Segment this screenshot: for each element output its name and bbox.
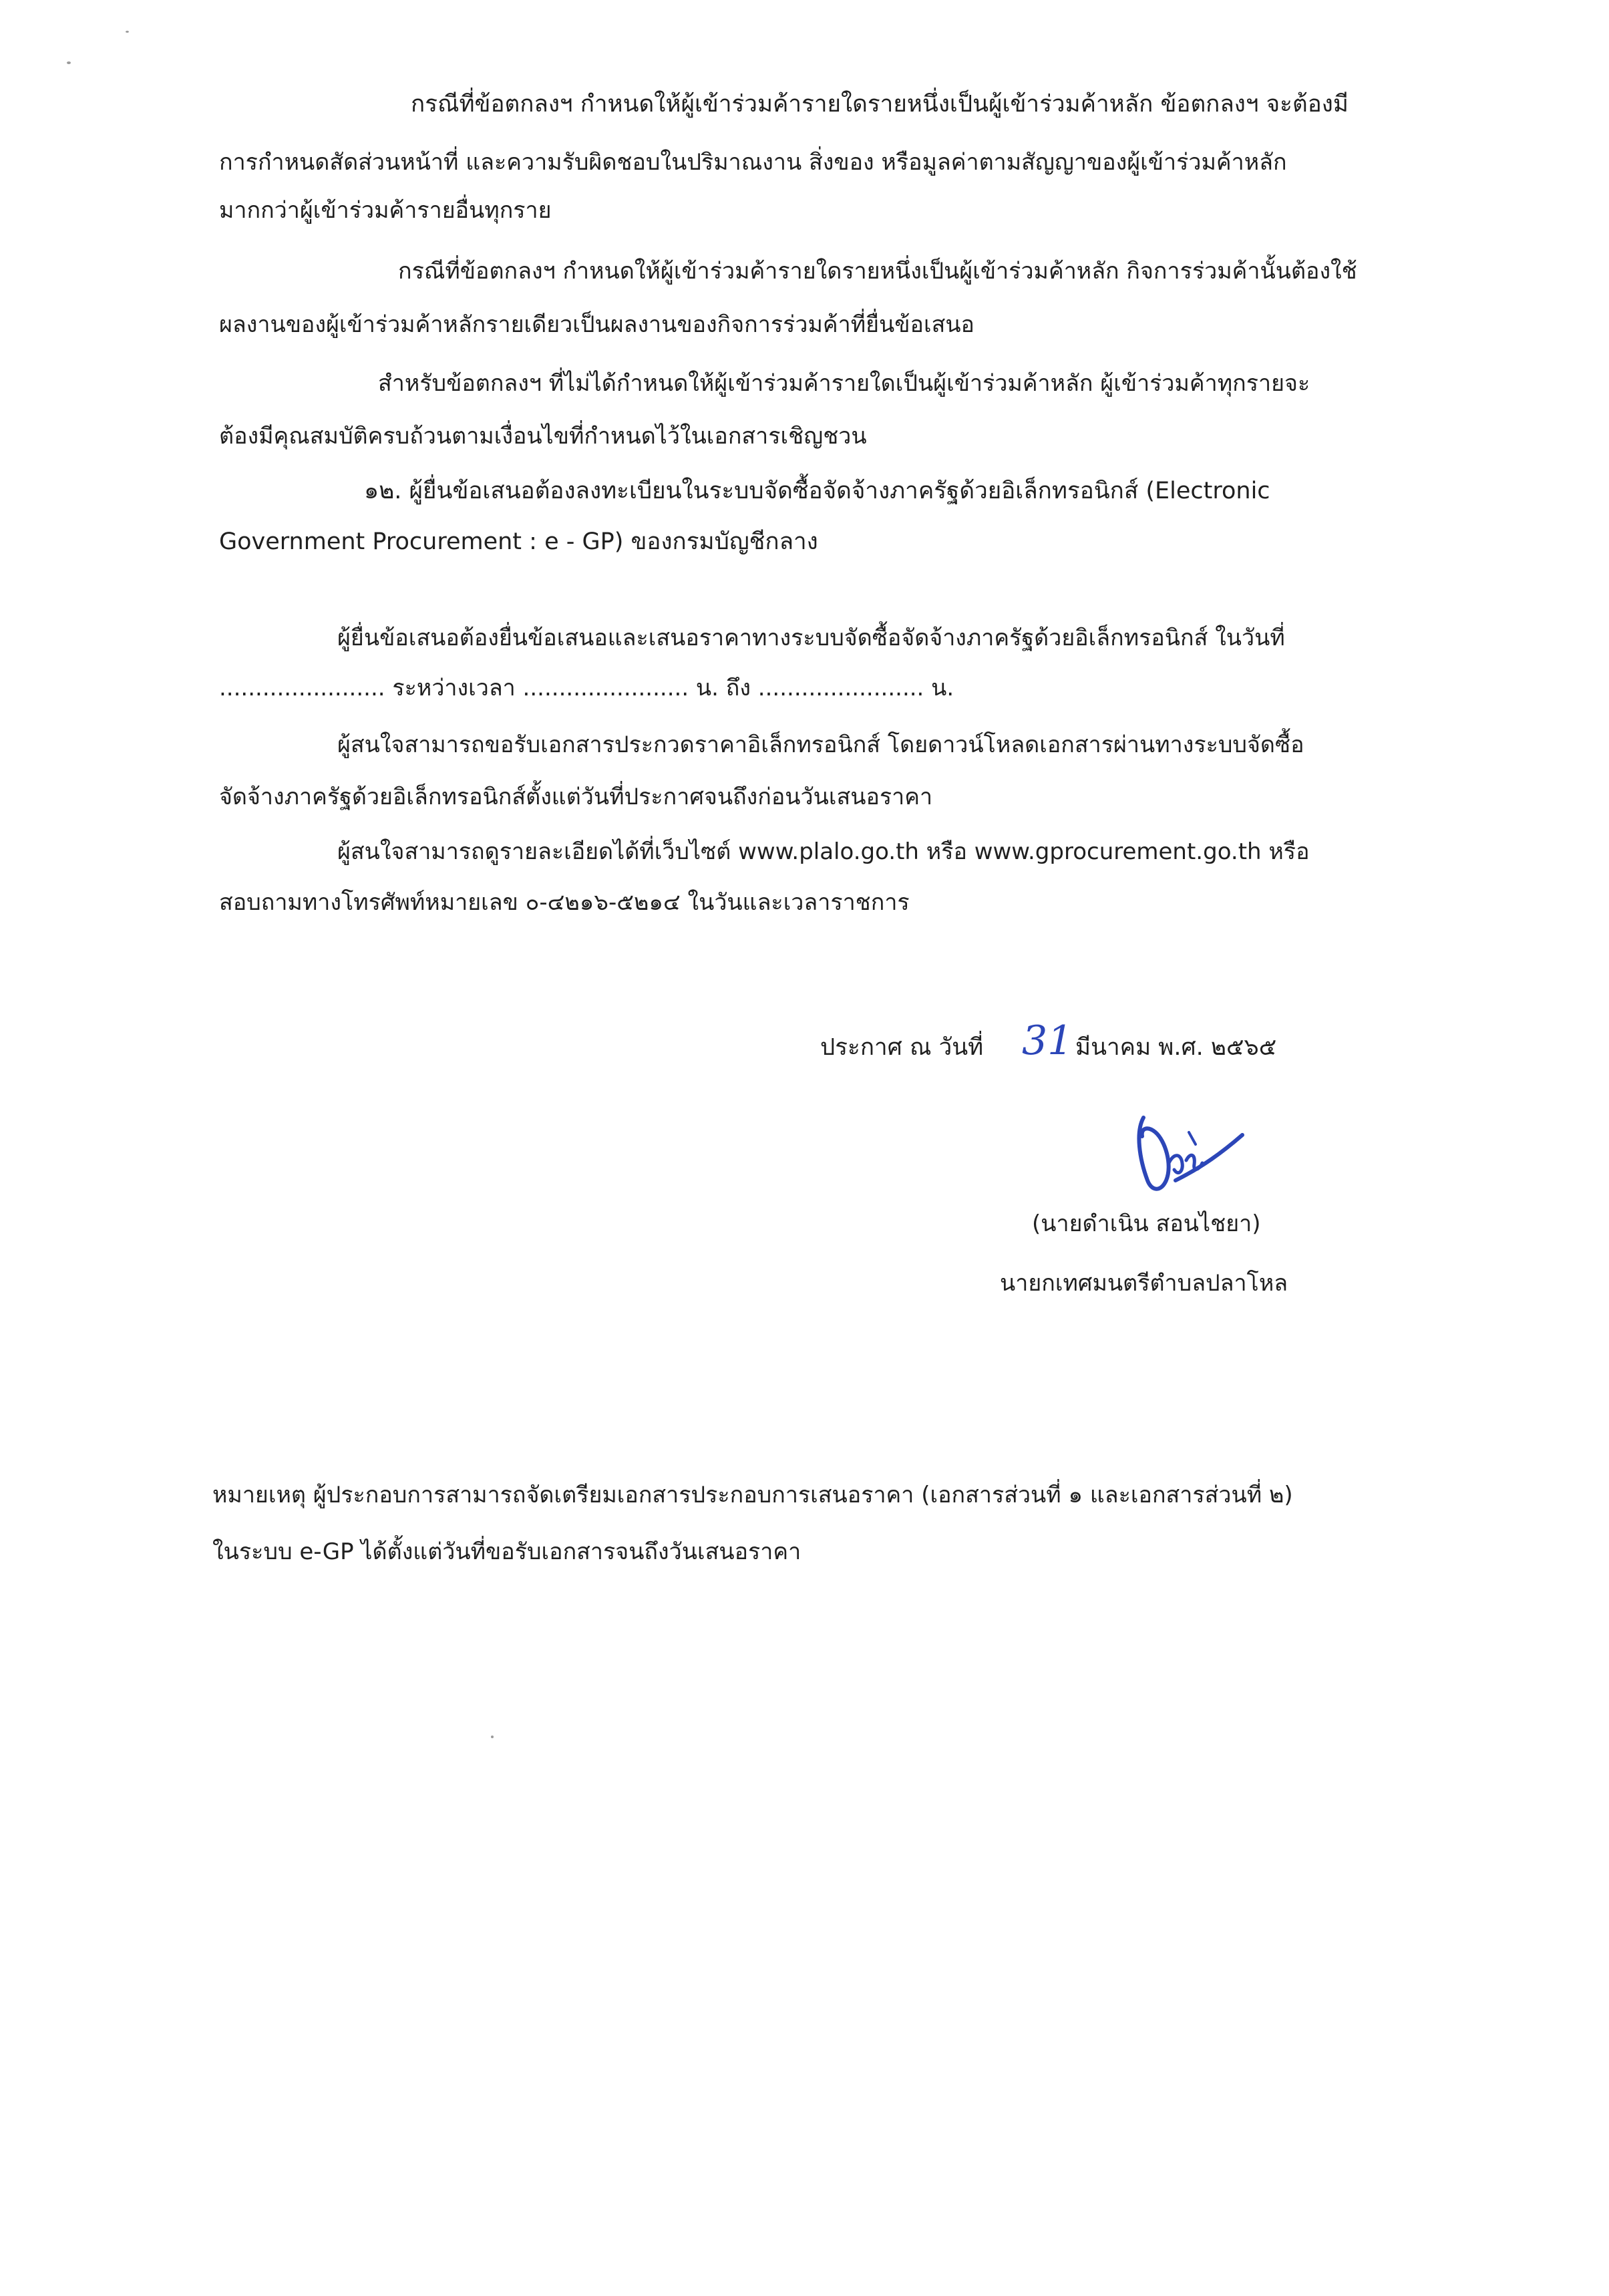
- clause-12-line-2: Government Procurement : e - GP) ของกรมบัญชีกลาง: [219, 528, 818, 555]
- paragraph-no-main-partner-line-2: ต้องมีคุณสมบัติครบถ้วนตามเงื่อนไขที่กำหนดไว้ในเอกสารเชิญชวน: [219, 423, 867, 450]
- paragraph-main-partner-1-line-1: กรณีที่ข้อตกลงฯ กำหนดให้ผู้เข้าร่วมค้ารายใดรายหนึ่งเป็นผู้เข้าร่วมค้าหลัก ข้อตกลงฯ จะต้องมี: [411, 91, 1349, 118]
- signatory-position: นายกเทศมนตรีตำบลปลาโหล: [1000, 1270, 1288, 1297]
- signature-mark: [1109, 1106, 1249, 1206]
- contact-line-1: ผู้สนใจสามารถดูรายละเอียดได้ที่เว็บไซต์ www.plalo.go.th หรือ www.gprocurement.go.th หรือ: [337, 838, 1310, 865]
- handwritten-day: 31: [1022, 1017, 1073, 1064]
- download-line-2: จัดจ้างภาครัฐด้วยอิเล็กทรอนิกส์ตั้งแต่วันที่ประกาศจนถึงก่อนวันเสนอราคา: [219, 784, 933, 810]
- announcement-suffix: มีนาคม พ.ศ. ๒๕๖๕: [1075, 1034, 1277, 1061]
- paragraph-main-partner-2-line-2: ผลงานของผู้เข้าร่วมค้าหลักรายเดียวเป็นผลงานของกิจการร่วมค้าที่ยื่นข้อเสนอ: [219, 311, 974, 338]
- signatory-name: (นายดำเนิน สอนไชยา): [1032, 1210, 1261, 1237]
- download-line-1: ผู้สนใจสามารถขอรับเอกสารประกวดราคาอิเล็กทรอนิกส์ โดยดาวน์โหลดเอกสารผ่านทางระบบจัดซื้อ: [337, 731, 1304, 758]
- announcement-prefix: ประกาศ ณ วันที่: [820, 1034, 984, 1061]
- clause-12-line-1: ๑๒. ผู้ยื่นข้อเสนอต้องลงทะเบียนในระบบจัดซื้อจัดจ้างภาครัฐด้วยอิเล็กทรอนิกส์ (Electronic: [364, 478, 1270, 504]
- contact-line-2: สอบถามทางโทรศัพท์หมายเลข ๐-๔๒๑๖-๕๒๑๔ ในวันและเวลาราชการ: [219, 889, 910, 916]
- remark-line-1: หมายเหตุ ผู้ประกอบการสามารถจัดเตรียมเอกสารประกอบการเสนอราคา (เอกสารส่วนที่ ๑ และเอกสารส่วนที่ ๒): [212, 1482, 1293, 1508]
- paragraph-main-partner-2-line-1: กรณีที่ข้อตกลงฯ กำหนดให้ผู้เข้าร่วมค้ารายใดรายหนึ่งเป็นผู้เข้าร่วมค้าหลัก กิจการร่วมค้านั้นต้องใช้: [398, 258, 1357, 285]
- paragraph-main-partner-1-line-3: มากกว่าผู้เข้าร่วมค้ารายอื่นทุกราย: [219, 197, 552, 224]
- paragraph-no-main-partner-line-1: สำหรับข้อตกลงฯ ที่ไม่ได้กำหนดให้ผู้เข้าร่วมค้ารายใดเป็นผู้เข้าร่วมค้าหลัก ผู้เข้าร่วมค้าทุกรายจะ: [378, 370, 1310, 397]
- scan-speck: [126, 31, 129, 33]
- scan-speck: [491, 1736, 494, 1738]
- submission-line-2: ....................... ระหว่างเวลา ....................... น. ถึง ....................... น.: [219, 675, 954, 701]
- submission-line-1: ผู้ยื่นข้อเสนอต้องยื่นข้อเสนอและเสนอราคาทางระบบจัดซื้อจัดจ้างภาครัฐด้วยอิเล็กทรอนิกส์ ในวันที่: [337, 625, 1285, 651]
- paragraph-main-partner-1-line-2: การกำหนดสัดส่วนหน้าที่ และความรับผิดชอบในปริมาณงาน สิ่งของ หรือมูลค่าตามสัญญาของผู้เข้าร่วมค้าหลัก: [219, 149, 1287, 176]
- scan-speck: [67, 61, 71, 64]
- remark-line-2: ในระบบ e-GP ได้ตั้งแต่วันที่ขอรับเอกสารจนถึงวันเสนอราคา: [212, 1538, 801, 1565]
